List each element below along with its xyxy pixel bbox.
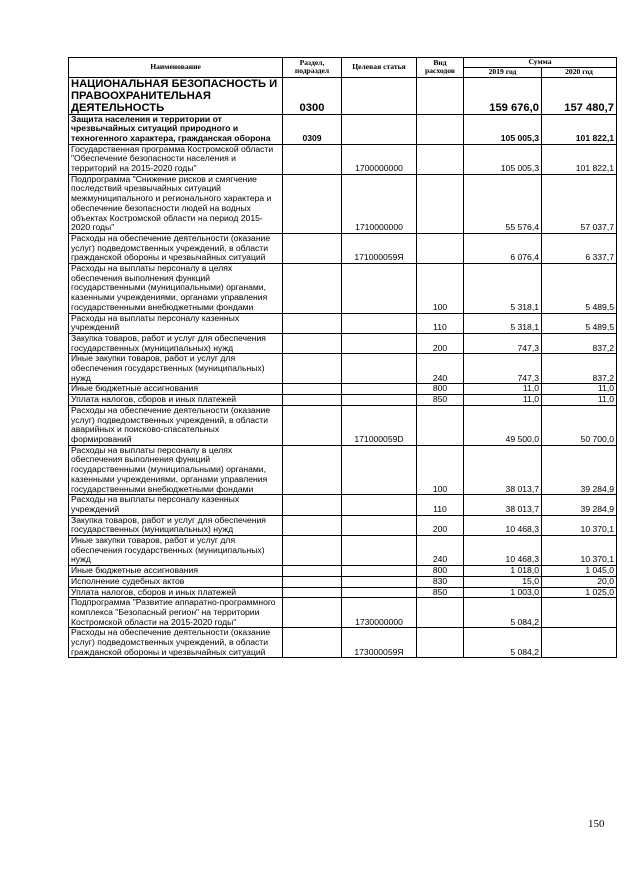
row-kind: 100 [417,264,464,314]
row-kind: 830 [417,576,464,587]
row-amount-2019: 38 013,7 [464,495,542,515]
row-amount-2019: 159 676,0 [464,77,542,114]
row-article [342,445,417,495]
row-article [342,264,417,314]
row-name: Расходы на обеспечение деятельности (оказание услуг) подведомственных учреждений, в области аварийных и поисково-спасательных формирований [69,405,283,445]
row-amount-2020: 39 284,9 [542,495,617,515]
row-section [283,405,342,445]
row-amount-2019: 105 005,3 [464,144,542,174]
row-name: Подпрограмма "Снижение рисков и смягчение последствий чрезвычайных ситуаций межмуниципального и регионального характера и обеспечение безопасности людей на водных объектах Костромской области на период 2015-2020 годы" [69,174,283,233]
row-amount-2020: 10 370,1 [542,536,617,566]
row-name: Иные закупки товаров, работ и услуг для обеспечения государственных (муниципальных) нужд [69,536,283,566]
table-row [69,384,617,395]
row-name: Уплата налогов, сборов и иных платежей [69,395,283,406]
row-name: Исполнение судебных актов [69,576,283,587]
table-body [69,77,617,658]
row-amount-2020 [542,628,617,658]
row-name: Расходы на выплаты персоналу казенных учреждений [69,313,283,333]
row-article [342,495,417,515]
row-article [342,313,417,333]
row-amount-2020: 157 480,7 [542,77,617,114]
row-amount-2020: 5 489,5 [542,264,617,314]
row-kind: 100 [417,445,464,495]
header-kind: Вид расходов [417,58,464,78]
row-kind [417,114,464,144]
row-amount-2020: 1 045,0 [542,566,617,577]
row-kind: 800 [417,566,464,577]
row-amount-2019: 10 468,3 [464,515,542,535]
row-amount-2019: 5 318,1 [464,313,542,333]
table-row [69,405,617,445]
table-row [69,445,617,495]
row-article: 1700000000 [342,144,417,174]
row-name: Государственная программа Костромской области "Обеспечение безопасности населения и территорий на 2015-2020 годы" [69,144,283,174]
row-name: Расходы на выплаты персоналу казенных учреждений [69,495,283,515]
table-row [69,354,617,384]
row-amount-2020: 20,0 [542,576,617,587]
row-amount-2019: 10 468,3 [464,536,542,566]
row-amount-2019: 5 318,1 [464,264,542,314]
row-amount-2020: 101 822,1 [542,114,617,144]
row-name: Защита населения и территории от чрезвычайных ситуаций природного и техногенного характера, гражданская оборона [69,114,283,144]
page-number: 150 [588,818,605,830]
table-row [69,174,617,233]
row-amount-2020: 837,2 [542,354,617,384]
table-row [69,114,617,144]
table-row [69,587,617,598]
table-row [69,628,617,658]
row-amount-2019: 55 576,4 [464,174,542,233]
row-article: 173000059Я [342,628,417,658]
table-row [69,333,617,353]
row-name: Уплата налогов, сборов и иных платежей [69,587,283,598]
table-row [69,233,617,263]
table-row [69,515,617,535]
budget-table [68,57,617,658]
row-kind: 800 [417,384,464,395]
row-amount-2020: 11,0 [542,395,617,406]
row-amount-2019: 747,3 [464,354,542,384]
row-amount-2020: 11,0 [542,384,617,395]
row-article: 1730000000 [342,598,417,628]
row-section [283,144,342,174]
row-article [342,536,417,566]
row-kind: 200 [417,333,464,353]
row-kind: 850 [417,587,464,598]
row-kind [417,628,464,658]
row-amount-2020: 101 822,1 [542,144,617,174]
row-article [342,566,417,577]
row-amount-2020: 1 025,0 [542,587,617,598]
table-row [69,566,617,577]
row-article [342,333,417,353]
row-section [283,628,342,658]
row-amount-2019: 1 018,0 [464,566,542,577]
row-name: Расходы на обеспечение деятельности (оказание услуг) подведомственных учреждений, в области гражданской обороны и чрезвычайных ситуаций [69,233,283,263]
row-kind: 110 [417,313,464,333]
header-sum: Сумма [464,58,617,68]
table-row [69,598,617,628]
row-article [342,395,417,406]
row-amount-2019: 6 076,4 [464,233,542,263]
row-kind [417,405,464,445]
row-article [342,354,417,384]
row-kind [417,174,464,233]
row-name: Расходы на выплаты персоналу в целях обеспечения выполнения функций государственными (муниципальными) органами, казенными учреждениями, органами управления государственными внебюджетными фондами [69,445,283,495]
row-kind [417,144,464,174]
row-kind [417,598,464,628]
header-name: Наименование [69,58,283,78]
row-section [283,384,342,395]
table-row [69,576,617,587]
row-section [283,495,342,515]
row-kind: 240 [417,536,464,566]
row-article [342,515,417,535]
row-amount-2020: 39 284,9 [542,445,617,495]
row-amount-2020: 5 489,5 [542,313,617,333]
row-article: 171000059Я [342,233,417,263]
table-row [69,313,617,333]
row-kind: 850 [417,395,464,406]
row-section: 0309 [283,114,342,144]
header-article: Целевая статья [342,58,417,78]
row-article [342,587,417,598]
row-amount-2019: 11,0 [464,395,542,406]
row-article [342,576,417,587]
row-name: Расходы на выплаты персоналу в целях обеспечения выполнения функций государственными (муниципальными) органами, казенными учреждениями, органами управления государственными внебюджетными фондами [69,264,283,314]
row-kind: 110 [417,495,464,515]
table-row [69,77,617,114]
table-row [69,495,617,515]
row-kind: 240 [417,354,464,384]
row-section [283,566,342,577]
row-article: 1710000000 [342,174,417,233]
row-amount-2019: 49 500,0 [464,405,542,445]
row-name: Закупка товаров, работ и услуг для обеспечения государственных (муниципальных) нужд [69,515,283,535]
row-article [342,77,417,114]
row-section [283,587,342,598]
row-amount-2019: 38 013,7 [464,445,542,495]
row-amount-2019: 11,0 [464,384,542,395]
row-section [283,598,342,628]
row-section [283,233,342,263]
row-name: Иные бюджетные ассигнования [69,566,283,577]
row-amount-2020: 57 037,7 [542,174,617,233]
row-article [342,114,417,144]
row-name: Расходы на обеспечение деятельности (оказание услуг) подведомственных учреждений, в области гражданской обороны и чрезвычайных ситуаций [69,628,283,658]
row-kind: 200 [417,515,464,535]
row-article [342,384,417,395]
row-amount-2020: 10 370,1 [542,515,617,535]
row-section [283,264,342,314]
table-row [69,395,617,406]
table-row [69,144,617,174]
row-section [283,395,342,406]
row-section [283,445,342,495]
row-name: НАЦИОНАЛЬНАЯ БЕЗОПАСНОСТЬ И ПРАВООХРАНИТЕЛЬНАЯ ДЕЯТЕЛЬНОСТЬ [69,77,283,114]
table-row [69,536,617,566]
row-section: 0300 [283,77,342,114]
row-amount-2019: 5 084,2 [464,628,542,658]
row-amount-2019: 747,3 [464,333,542,353]
row-section [283,576,342,587]
row-amount-2019: 1 003,0 [464,587,542,598]
row-kind [417,77,464,114]
row-name: Закупка товаров, работ и услуг для обеспечения государственных (муниципальных) нужд [69,333,283,353]
header-section: Раздел, подраздел [283,58,342,78]
row-amount-2019: 5 084,2 [464,598,542,628]
header-year-2019: 2019 год [464,67,542,77]
row-section [283,174,342,233]
row-amount-2019: 15,0 [464,576,542,587]
row-amount-2020: 6 337,7 [542,233,617,263]
row-kind [417,233,464,263]
row-amount-2020: 837,2 [542,333,617,353]
row-name: Иные бюджетные ассигнования [69,384,283,395]
row-section [283,536,342,566]
row-amount-2019: 105 005,3 [464,114,542,144]
row-section [283,313,342,333]
row-name: Подпрограмма "Развитие аппаратно-программного комплекса "Безопасный регион" на территории Костромской области на 2015-2020 годы" [69,598,283,628]
table-header [69,58,617,78]
row-article: 171000059D [342,405,417,445]
header-year-2020: 2020 год [542,67,617,77]
row-section [283,354,342,384]
row-section [283,515,342,535]
row-amount-2020 [542,598,617,628]
row-name: Иные закупки товаров, работ и услуг для обеспечения государственных (муниципальных) нужд [69,354,283,384]
row-amount-2020: 50 700,0 [542,405,617,445]
row-section [283,333,342,353]
table-row [69,264,617,314]
